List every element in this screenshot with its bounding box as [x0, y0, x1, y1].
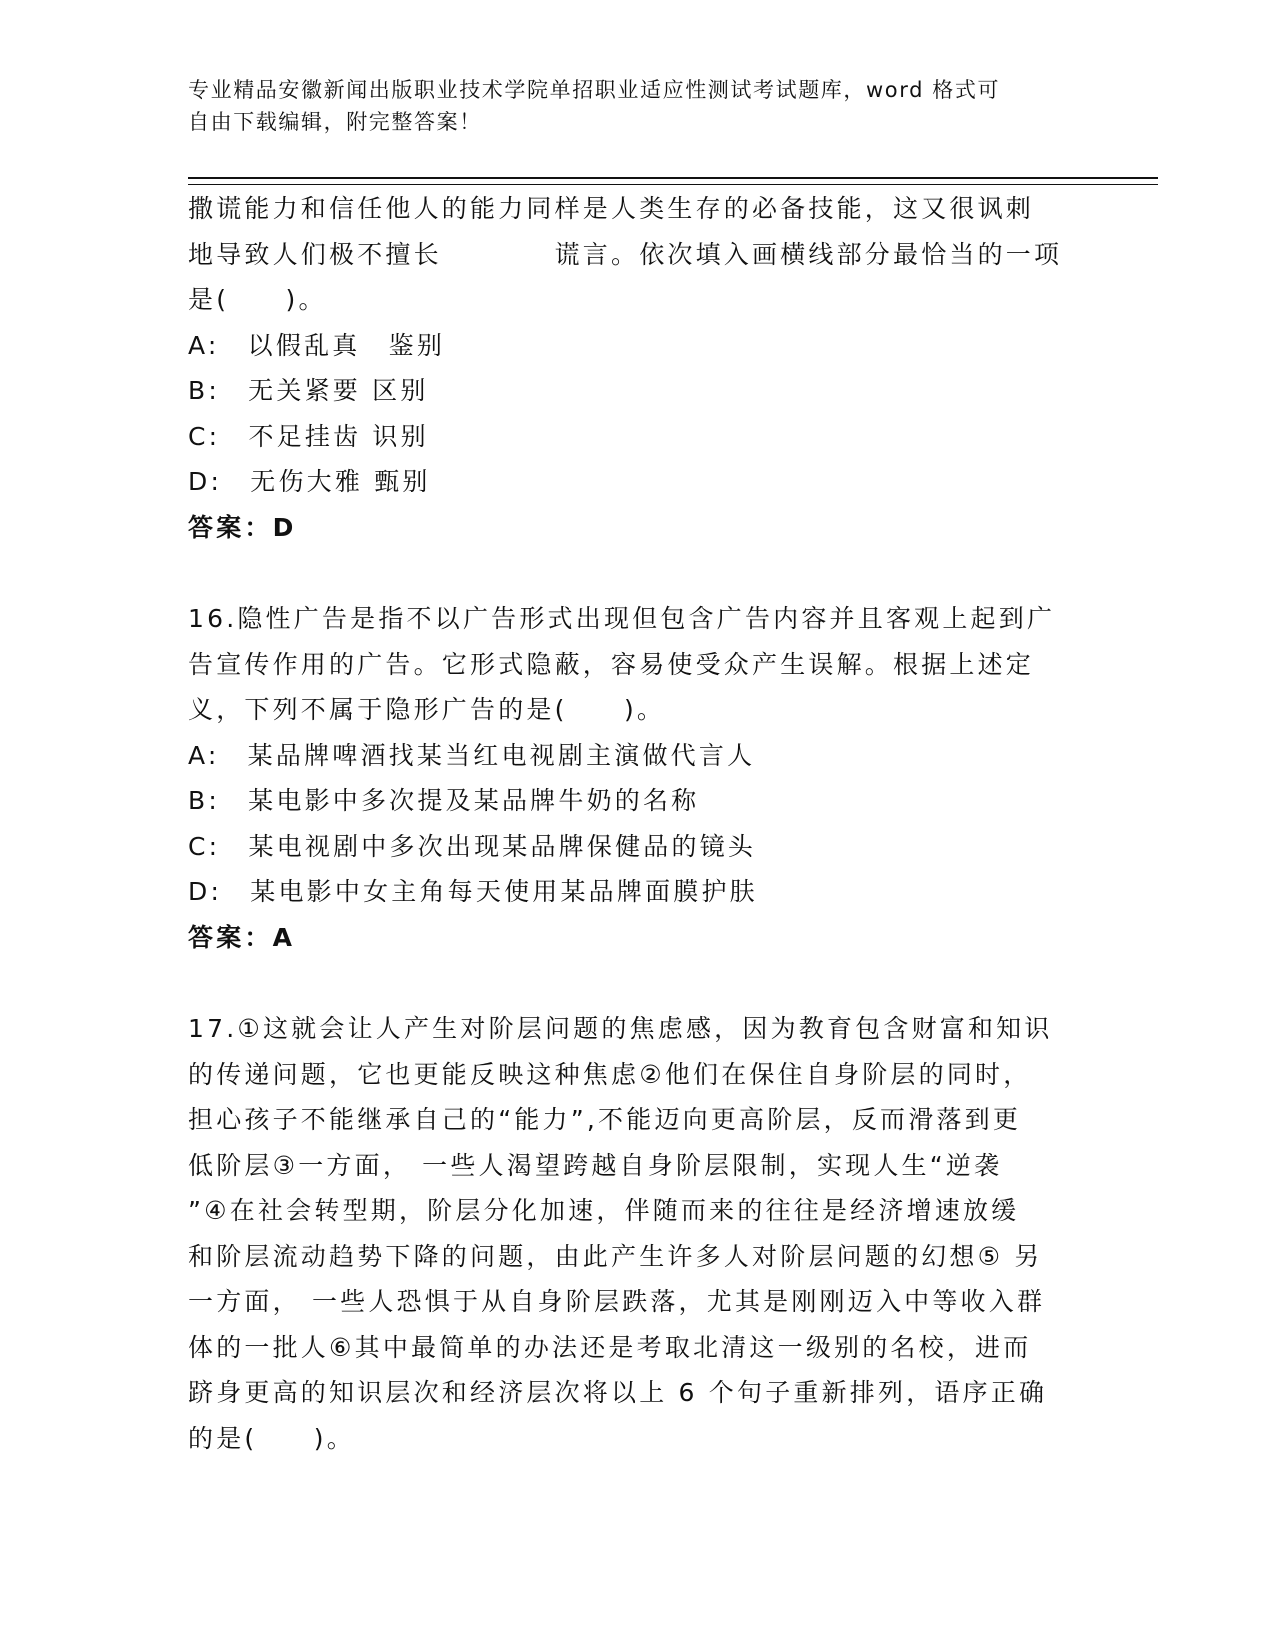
question-16-stem-line-1: 16.隐性广告是指不以广告形式出现但包含广告内容并且客观上起到广: [188, 604, 1056, 633]
question-15-option-b: B: 无关紧要 区别: [188, 376, 429, 405]
question-16-option-a: A: 某品牌啤酒找某当红电视剧主演做代言人: [188, 740, 756, 770]
question-17-stem-line-1: 17.①这就会让人产生对阶层问题的焦虑感，因为教育包含财富和知识: [188, 1014, 1053, 1043]
question-17-stem-line-6: 和阶层流动趋势下降的问题，由此产生许多人对阶层问题的幻想⑤ 另: [188, 1241, 1043, 1271]
question-15-option-d: D: 无伤大雅 甄别: [188, 467, 431, 496]
header-divider-thin: [188, 184, 1158, 185]
question-17-stem-line-4: 低阶层③一方面， 一些人渴望跨越自身阶层限制，实现人生“逆袭: [188, 1150, 1003, 1180]
question-15-stem-line-2: 地导致人们极不擅长 谎言。依次填入画横线部分最恰当的一项: [188, 239, 1063, 269]
question-15-stem-line-3: 是( )。: [188, 285, 327, 314]
question-17-stem-line-3: 担心孩子不能继承自己的“能力”,不能迈向更高阶层，反而滑落到更: [188, 1105, 1022, 1134]
question-16-answer: 答案：A: [188, 922, 296, 952]
question-17-stem-line-2: 的传递问题，它也更能反映这种焦虑②他们在保住自身阶层的同时，: [188, 1059, 1032, 1089]
question-17-stem-line-10: 的是( )。: [188, 1423, 355, 1453]
question-16-option-d: D: 某电影中女主角每天使用某品牌面膜护肤: [188, 877, 758, 906]
document-body: [188, 186, 1088, 1461]
question-15-option-a: A: 以假乱真 鉴别: [188, 330, 446, 360]
question-15: [188, 186, 1088, 550]
question-17-stem-line-8: 体的一批人⑥其中最简单的办法还是考取北清这一级别的名校，进而: [188, 1332, 1032, 1362]
question-16-stem-line-2: 告宣传作用的广告。它形式隐蔽，容易使受众产生误解。根据上述定: [188, 649, 1035, 679]
question-17: [188, 1006, 1088, 1461]
page-header: [188, 74, 1068, 138]
question-15-answer: 答案：D: [188, 512, 297, 542]
question-15-option-c: C: 不足挂齿 识别: [188, 421, 429, 451]
spacer: [188, 550, 1088, 596]
question-15-stem-line-1: 撒谎能力和信任他人的能力同样是人类生存的必备技能，这又很讽刺: [188, 194, 1035, 223]
question-17-stem-line-5: ”④在社会转型期，阶层分化加速，伴随而来的往往是经济增速放缓: [188, 1196, 1020, 1225]
question-16-option-b: B: 某电影中多次提及某品牌牛奶的名称: [188, 786, 700, 815]
spacer: [188, 960, 1088, 1006]
question-16-option-c: C: 某电视剧中多次出现某品牌保健品的镜头: [188, 831, 757, 861]
question-17-stem-line-9: 跻身更高的知识层次和经济层次将以上 6 个句子重新排列，语序正确: [188, 1378, 1048, 1407]
question-16: [188, 596, 1088, 960]
header-line-2: 自由下载编辑，附完整答案！: [188, 110, 482, 134]
question-17-stem-line-7: 一方面， 一些人恐惧于从自身阶层跌落，尤其是刚刚迈入中等收入群: [188, 1287, 1046, 1316]
header-divider-thick: [188, 177, 1158, 179]
question-16-stem-line-3: 义，下列不属于隐形广告的是( )。: [188, 695, 666, 724]
header-line-1: 专业精品安徽新闻出版职业技术学院单招职业适应性测试考试题库，word 格式可: [188, 78, 1001, 102]
